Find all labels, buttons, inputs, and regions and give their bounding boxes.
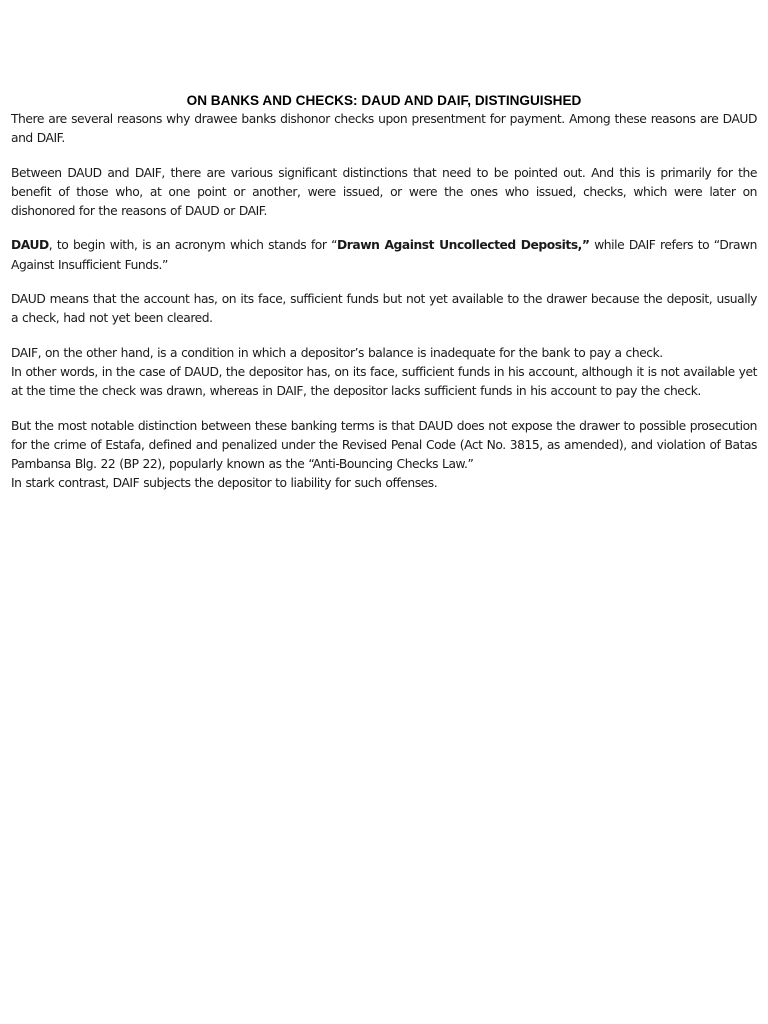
paragraph-daud-meaning: DAUD means that the account has, on its face, sufficient funds but not yet available to the drawer because the deposit, usually a check, had not yet been cleared. — [11, 292, 757, 326]
daud-term: DAUD — [11, 238, 49, 253]
acronym-text-b: while DAIF refers to “Drawn Against Insufficient Funds.” — [11, 238, 758, 272]
paragraph-acronym-definition — [11, 236, 757, 275]
paragraph-daif-meaning — [11, 344, 757, 402]
document-title: ON BANKS AND CHECKS: DAUD AND DAIF, DISTINGUISHED — [186, 93, 582, 108]
paragraph-intro: There are several reasons why drawee banks dishonor checks upon presentment for payment. Among these reasons are DAUD and DAIF. — [11, 112, 757, 146]
paragraph-distinctions: Between DAUD and DAIF, there are various significant distinctions that need to be pointed out. And this is primarily for the benefit of those who, at one point or another, were issued, or were the ones who issued, checks, which were later on dishonored for the reasons of DAUD or DAIF. — [11, 165, 757, 219]
daud-expansion: Drawn Against Uncollected Deposits,” — [337, 238, 590, 253]
daif-meaning-line: DAIF, on the other hand, is a condition in which a depositor’s balance is inadequate for the bank to pay a check. — [11, 345, 663, 360]
acronym-text-a: , to begin with, is an acronym which stands for “ — [48, 238, 338, 253]
paragraph-notable-distinction — [11, 417, 757, 494]
in-other-words-line: In other words, in the case of DAUD, the depositor has, on its face, sufficient funds in his account, although it is not available yet at the time the check was drawn, whereas in DAIF, the depositor lacks sufficient funds in his account to pay the check. — [11, 364, 757, 399]
stark-contrast-line: In stark contrast, DAIF subjects the depositor to liability for such offenses. — [11, 476, 438, 491]
document-page — [11, 93, 757, 494]
estafa-distinction-line: But the most notable distinction between these banking terms is that DAUD does not expose the drawer to possible prosecution for the crime of Estafa, defined and penalized under the Revised Penal Code (Act No. 3815, as amended), and violation of Batas Pambansa Blg. 22 (BP 22), popularly known as the “Anti-Bouncing Checks Law.” — [11, 418, 757, 472]
